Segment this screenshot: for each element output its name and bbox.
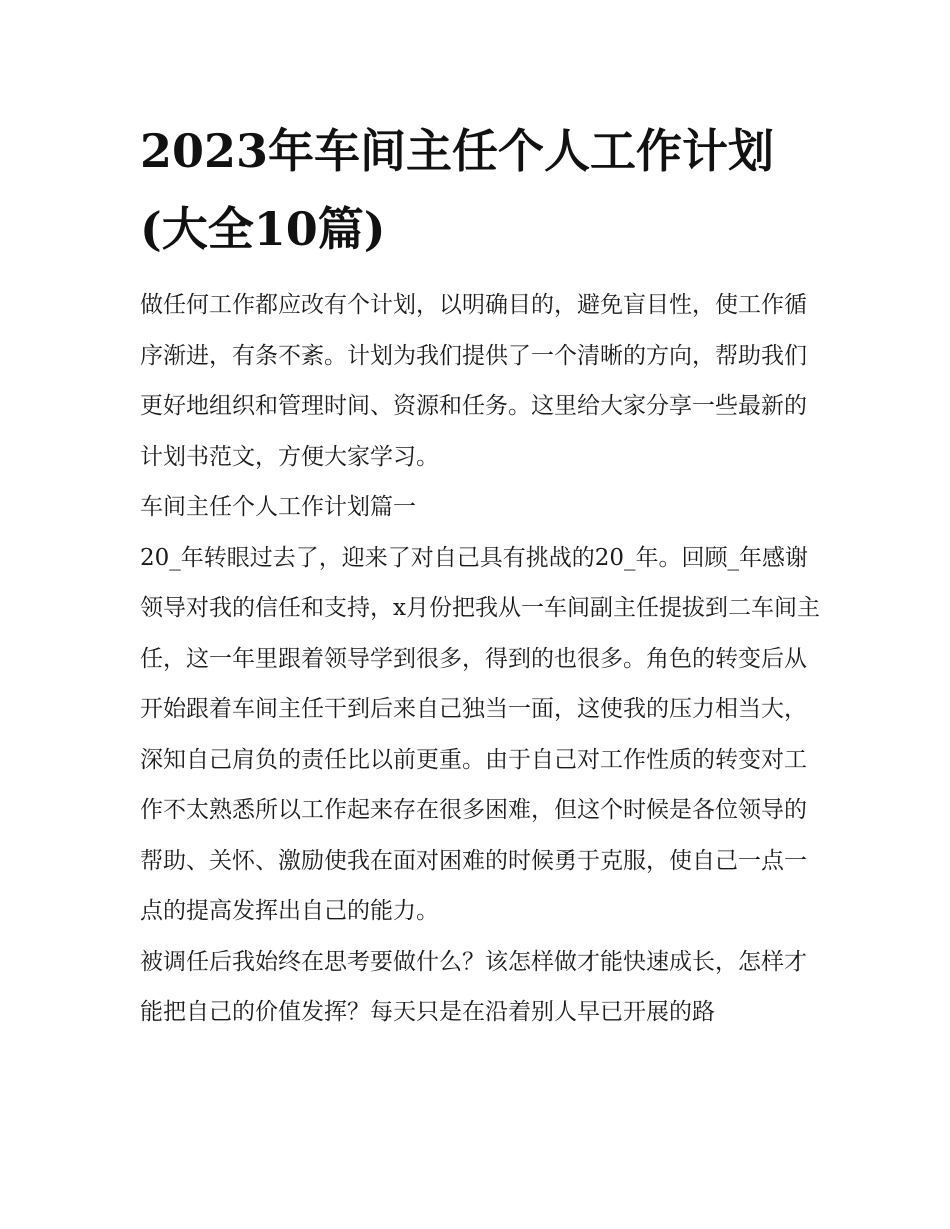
body-paragraph-2: 被调任后我始终在思考要做什么？该怎样做才能快速成长，怎样才能把自己的价值发挥？每天只是在沿着别人早已开展的路 <box>140 948 807 1025</box>
intro-paragraph: 做任何工作都应改有个计划，以明确目的，避免盲目性，使工作循序渐进，有条不紊。计划为我们提供了一个清晰的方向，帮助我们更好地组织和管理时间、资源和任务。这里给大家分享一些最新的计划书范文，方便大家学习。 <box>140 292 807 470</box>
document-body <box>140 280 820 1038</box>
body-paragraph-1: 20_年转眼过去了，迎来了对自己具有挑战的20_年。回顾_年感谢领导对我的信任和支持，x月份把我从一车间副主任提拔到二车间主任，这一年里跟着领导学到很多，得到的也很多。角色的转变后从开始跟着车间主任干到后来自己独当一面，这使我的压力相当大，深知自己肩负的责任比以前更重。由于自己对工作性质的转变对工作不太熟悉所以工作起来存在很多困难，但这个时候是各位领导的帮助、关怀、激励使我在面对困难的时候勇于克服，使自己一点一点的提高发挥出自己的能力。 <box>140 544 820 924</box>
section-heading: 车间主任个人工作计划篇一 <box>140 494 416 520</box>
document-title: 2023年车间主任个人工作计划(大全10篇) <box>140 124 775 256</box>
